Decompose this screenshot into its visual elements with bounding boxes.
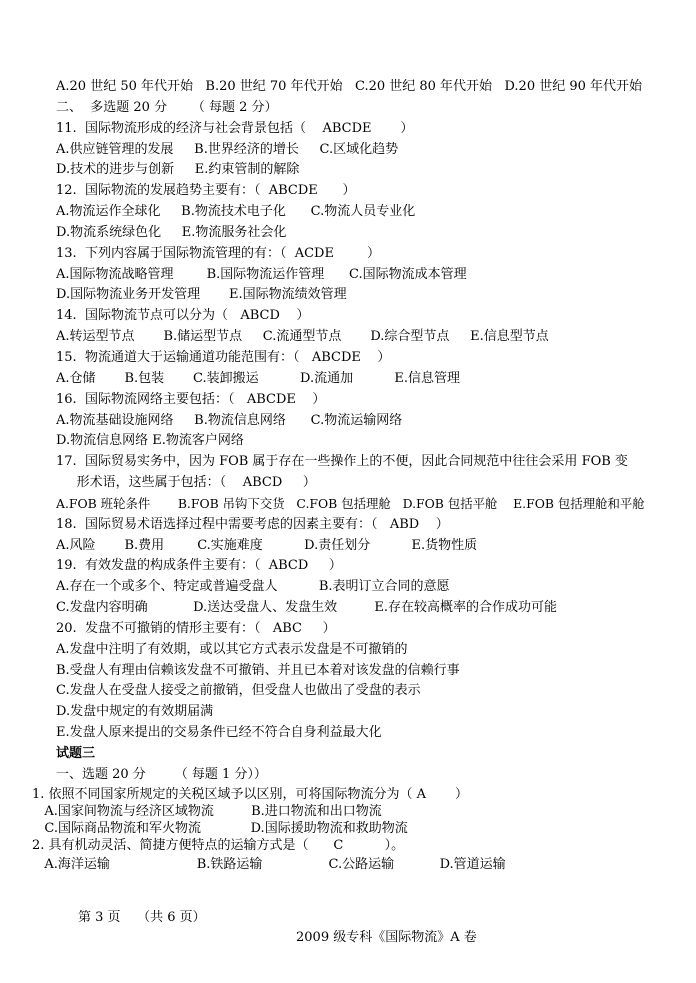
section-heading: 一、选题 20 分 （ 每题 1 分）） (56, 766, 267, 782)
option-line: A.仓储 B.包装 C.装卸搬运 D.流通加 E.信息管理 (56, 370, 461, 386)
option-line: A.海洋运输 B.铁路运输 C.公路运输 D.管道运输 (32, 856, 506, 872)
option-line: D.物流系统绿色化 E.物流服务社会化 (56, 224, 287, 240)
option-line: A.物流基础设施网络 B.物流信息网络 C.物流运输网络 (56, 412, 403, 428)
question-line: 2. 具有机动灵活、简捷方便特点的运输方式是（ C ）。 (32, 837, 405, 853)
option-line: A.国家间物流与经济区域物流 B.进口物流和出口物流 (32, 803, 382, 819)
question-line: 18. 国际贸易术语选择过程中需要考虑的因素主要有：（ ABD ） (56, 516, 449, 532)
question-line: 16. 国际物流网络主要包括：（ ABCDE ） (56, 391, 326, 407)
option-line: A.FOB 班轮条件 B.FOB 吊钩下交货 C.FOB 包括理舱 D.FOB 包括平舱 E.FOB 包括理舱和平舱 (56, 495, 645, 511)
option-line: A.发盘中注明了有效期，或以其它方式表示发盘是不可撤销的 (56, 641, 408, 657)
question-line: 12. 国际物流的发展趋势主要有：（ ABCDE ） (56, 183, 356, 199)
option-line: A.转运型节点 B.储运型节点 C.流通型节点 D.综合型节点 E.信息型节点 (56, 329, 549, 345)
exam-page (32, 77, 666, 876)
option-line: A.供应链管理的发展 B.世界经济的增长 C.区域化趋势 (56, 141, 399, 157)
option-line: D.物流信息网络 E.物流客户网络 (56, 433, 244, 449)
section-title: 试题三 (56, 746, 96, 761)
question-line: 14. 国际物流节点可以分为（ ABCD ） (56, 308, 310, 324)
question-line: 形术语，这些属于包括：（ ABCD ） (56, 475, 316, 491)
option-line: A.风险 B.费用 C.实施难度 D.责任划分 E.货物性质 (56, 537, 478, 553)
question-line: A.20 世纪 50 年代开始 B.20 世纪 70 年代开始 C.20 世纪 80 年代开始 D.20 世纪 90 年代开始 (56, 79, 643, 94)
question-line: 20. 发盘不可撤销的情形主要有：（ ABC ） (56, 620, 336, 636)
question-line: 17. 国际贸易实务中，因为 FOB 属于存在一些操作上的不便，因此合同规范中往往会采用 FOB 变 (56, 454, 628, 470)
page-footer (78, 888, 638, 945)
option-line: D.技术的进步与创新 E.约束管制的解除 (56, 162, 300, 178)
option-line: D.发盘中规定的有效期届满 (56, 704, 214, 720)
option-line: A.物流运作全球化 B.物流技术电子化 C.物流人员专业化 (56, 204, 416, 220)
question-line: 1. 依照不同国家所规定的关税区域予以区别，可将国际物流分为（ A ） (32, 786, 468, 802)
option-line: A.国际物流战略管理 B.国际物流运作管理 C.国际物流成本管理 (56, 266, 467, 282)
option-line: A.存在一个或多个、特定或普遍受盘人 B.表明订立合同的意愿 (56, 579, 450, 595)
option-line: C.发盘人在受盘人接受之前撤销，但受盘人也做出了受盘的表示 (56, 683, 421, 699)
option-line: B.受盘人有理由信赖该发盘不可撤销、并且已本着对该发盘的信赖行事 (56, 662, 460, 678)
question-line: 11. 国际物流形成的经济与社会背景包括（ ABCDE ） (56, 120, 414, 136)
exam-title: 2009 级专科《国际物流》A 卷 (296, 930, 477, 945)
option-line: C.发盘内容明确 D.送达受盘人、发盘生效 E.存在较高概率的合作成功可能 (56, 600, 557, 616)
option-line: C.国际商品物流和军火物流 D.国际援助物流和救助物流 (32, 820, 408, 836)
section-heading: 二、 多选题 20 分 （ 每题 2 分） (56, 99, 278, 115)
page-number: 第 3 页 （共 6 页） (78, 910, 206, 925)
option-line: D.国际物流业务开发管理 E.国际物流绩效管理 (56, 287, 347, 303)
question-line: 19. 有效发盘的构成条件主要有：（ ABCD ） (56, 558, 342, 574)
option-line: E.发盘人原来提出的交易条件已经不符合自身利益最大化 (56, 725, 382, 741)
question-line: 13. 下列内容属于国际物流管理的有：（ ACDE ） (56, 245, 381, 261)
question-line: 15. 物流通道大于运输通道功能范围有：（ ABCDE ） (56, 349, 391, 365)
